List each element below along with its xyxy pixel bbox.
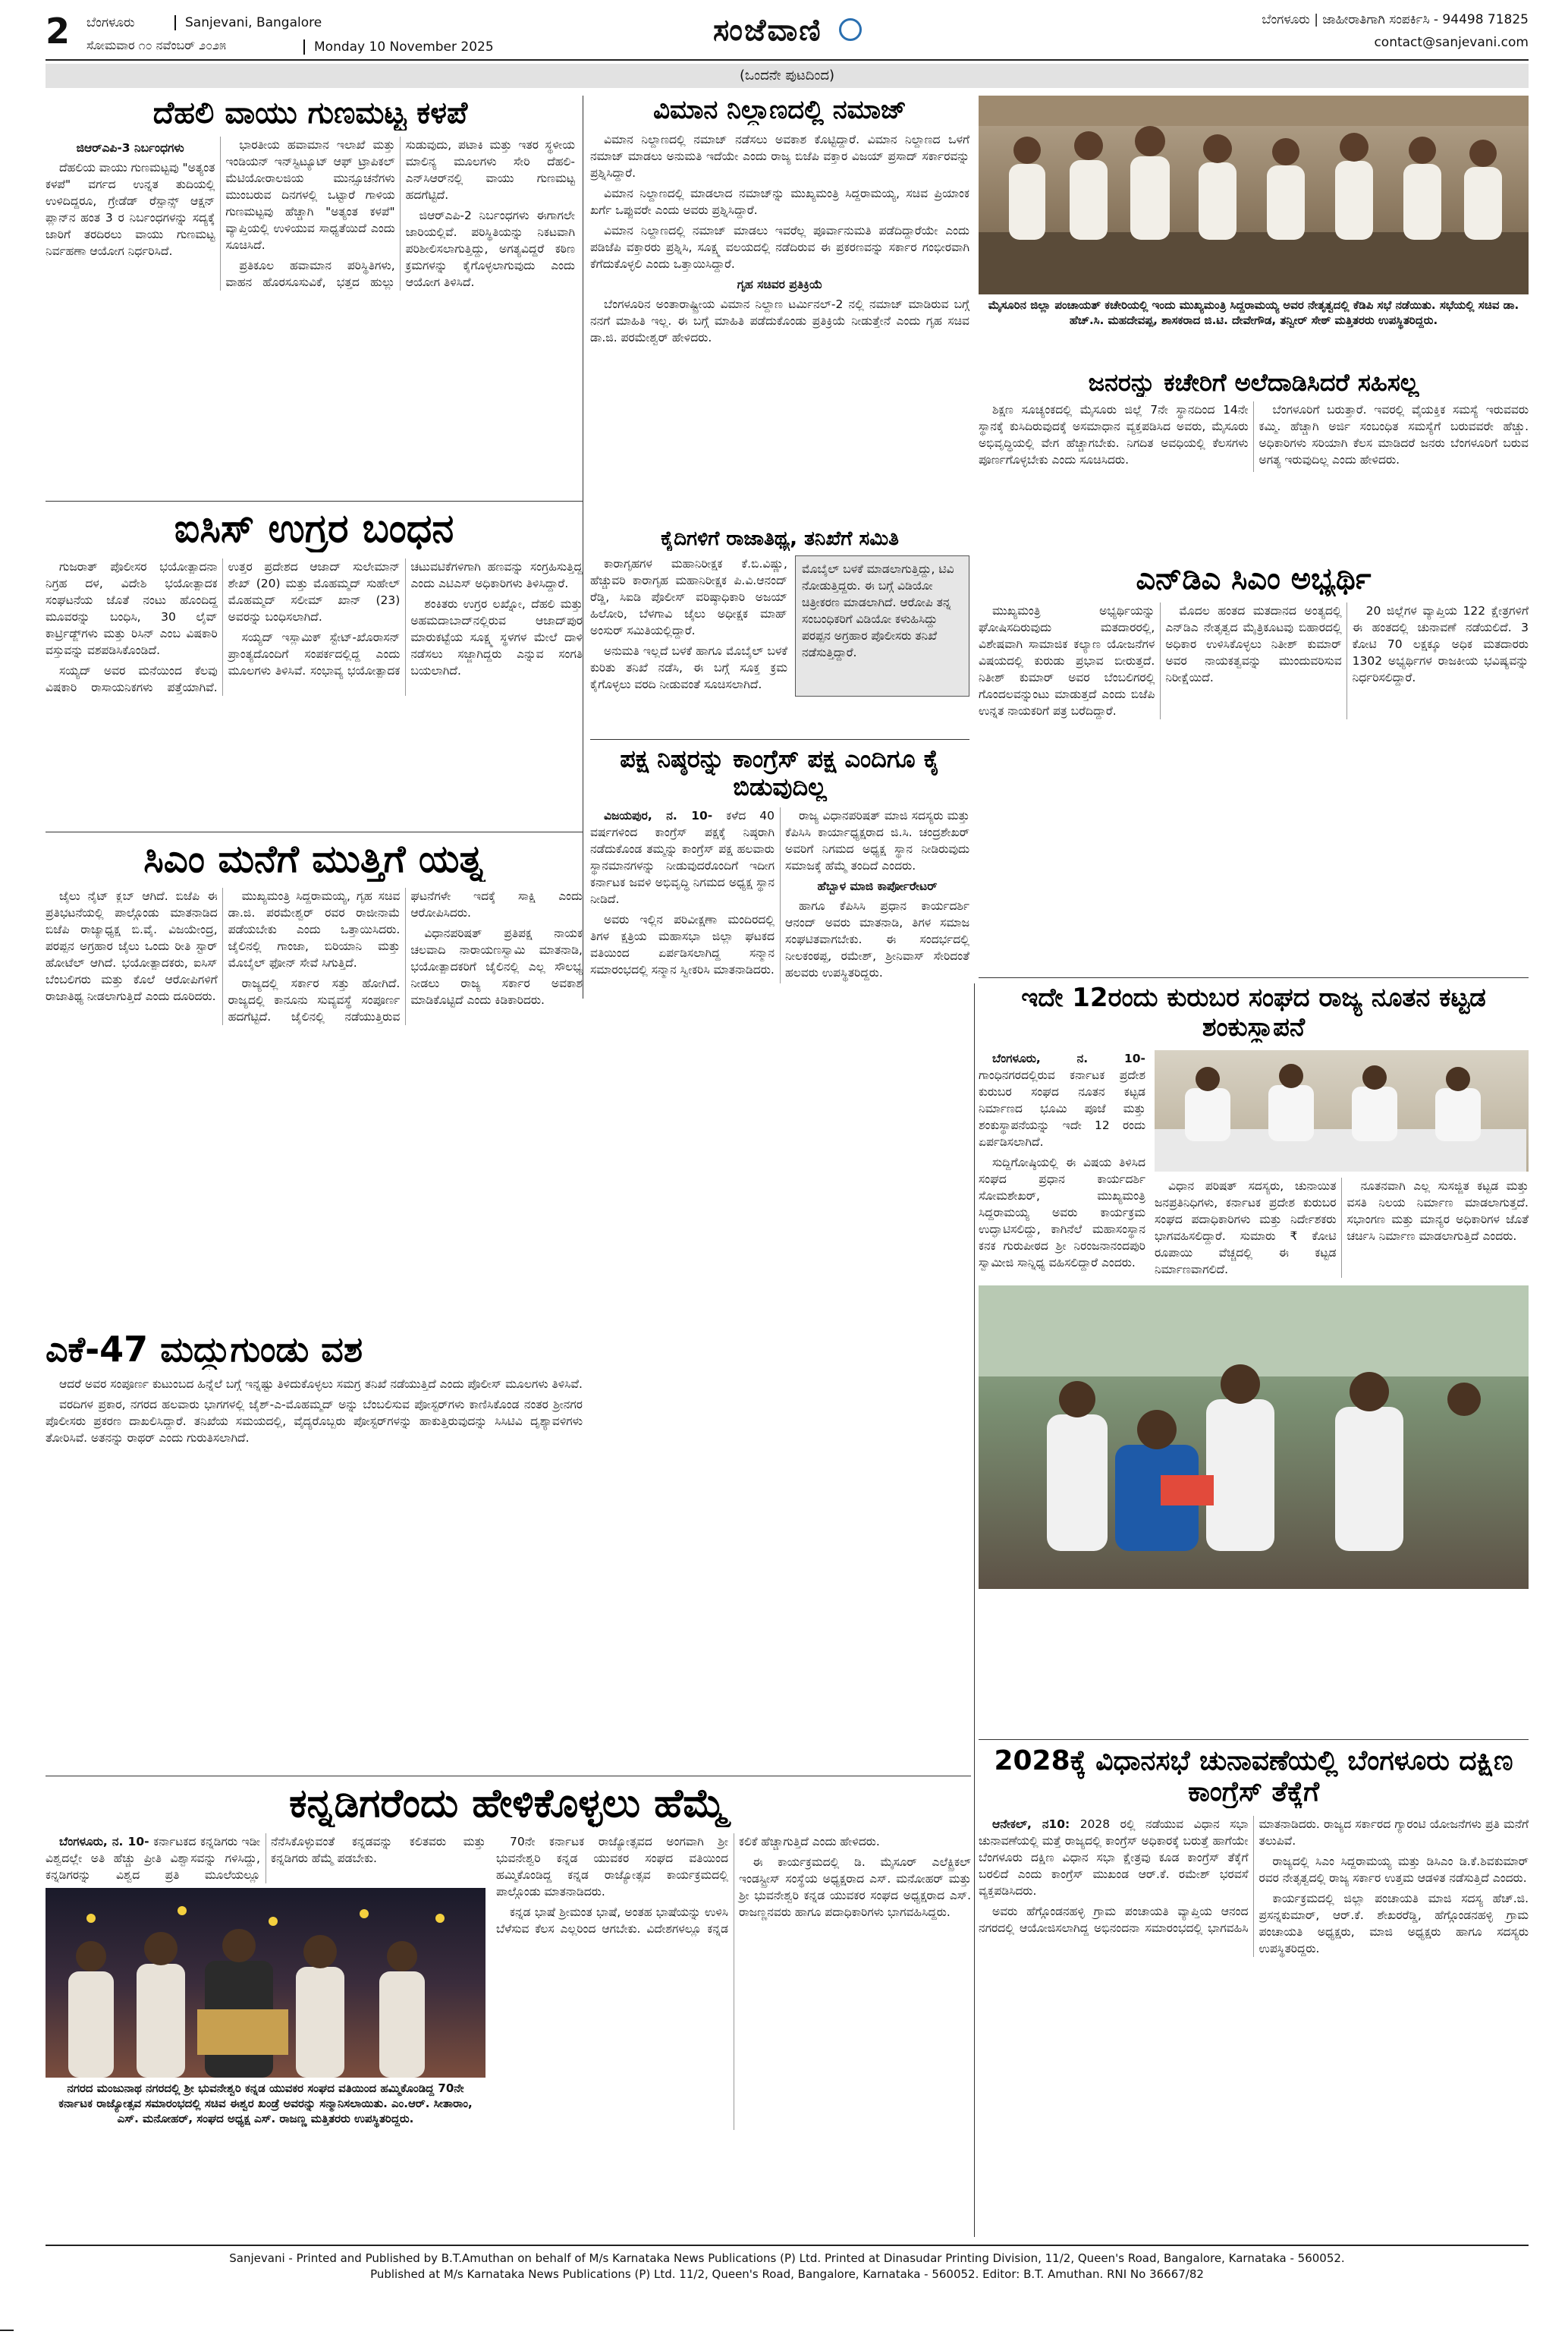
paragraph: ಶಿಕ್ಷಣ ಸೂಚ್ಯಂಕದಲ್ಲಿ ಮೈಸೂರು ಜಿಲ್ಲೆ 7ನೇ ಸ್ಥಾನದಿಂದ 14ನೇ ಸ್ಥಾನಕ್ಕೆ ಕುಸಿದಿರುವುದಕ್ಕೆ ಅಸಮಾಧಾನ ವ್ಯಕ್ತಪಡಿಸಿದ ಅವರು, ಮೈಸೂರು ಅಭಿವೃದ್ಧಿಯಲ್ಲಿ ವೇಗ ಹೆಚ್ಚಾಗಬೇಕು. ನಿಗದಿತ ಅವಧಿಯಲ್ಲಿ ಕೆಲಸಗಳು ಪೂರ್ಣಗೊಳ್ಳಬೇಕು ಎಂದು ಸೂಚಿಸಿದರು. [979,402,1249,467]
paragraph: ವಿಮಾನ ನಿಲ್ದಾಣದಲ್ಲಿ ನಮಾಜ್ ಮಾಡಲು ಇವರೆಲ್ಲ ಪೂರ್ವಾನುಮತಿ ಪಡೆದಿದ್ದಾರೆಯೇ ಎಂದು ಪಡಿಜೆಪಿ ವಕ್ತಾರರು ಪ್ರಶ್ನಿಸಿ, ಸೂಕ್ಷ್ಮ ವಲಯದಲ್ಲಿ ನಡೆದಿರುವ ಈ ಪ್ರಕರಣವನ್ನು ಸರ್ಕಾರ ಗಂಭೀರವಾಗಿ ಕೆಗೆದುಕೊಳ್ಳಲಿ ಎಂದು ಒತ್ತಾಯಿಸಿದ್ದಾರೆ. [590,224,969,272]
kicker: ಜಿಆರ್‌ಎಪಿ-3 ನಿರ್ಬಂಧಗಳು [76,141,184,155]
paragraph: 70ನೇ ಕರ್ನಾಟಕ ರಾಜ್ಯೋತ್ಸವದ ಅಂಗವಾಗಿ ಶ್ರೀ ಭುವನೇಶ್ವರಿ ಕನ್ನಡ ಯುವಕರ ಸಂಘದ ವತಿಯಿಂದ ಹಮ್ಮಿಕೊಂಡಿದ್ದ ಕನ್ನಡ ರಾಜ್ಯೋತ್ಸವ ಕಾರ್ಯಕ್ರಮದಲ್ಲಿ ಪಾಲ್ಗೊಂಡು ಮಾತನಾಡಿದರು. [496,1834,728,1899]
subheading: ಗೃಹ ಸಚಿವರ ಪ್ರತಿಕ್ರಿಯೆ [737,278,823,292]
highlight-box: ಮೊಬೈಲ್ ಬಳಕೆ ಮಾಡಲಾಗುತ್ತಿದ್ದು, ಟಿವಿ ನೋಡುತ್ತಿದ್ದರು. ಈ ಬಗ್ಗೆ ವಿಡಿಯೋ ಚಿತ್ರೀಕರಣ ಮಾಡಲಾಗಿದೆ. ಆರೋಪಿ ತನ್ನ ಸಂಬಂಧಿಕರಿಗೆ ವಿಡಿಯೋ ಕಳುಹಿಸಿದ್ದು ಪರಪ್ಪನ ಅಗ್ರಹಾರ ಪೊಲೀಸರು ತನಿಖೆ ನಡೆಸುತ್ತಿದ್ದಾರೆ. [795,555,969,697]
paragraph: ಕಾರ್ಯಕ್ರಮದಲ್ಲಿ ಜಿಲ್ಲಾ ಪಂಚಾಯತಿ ಮಾಜಿ ಸದಸ್ಯ ಹೆಚ್.ಜಿ. ಪ್ರಸನ್ನಕುಮಾರ್, ಆರ್.ಕೆ. ಶೇಖರರೆಡ್ಡಿ, ಹೆಗ್ಗೊಂಡನಹಳ್ಳಿ ಗ್ರಾಮ ಪಂಚಾಯತಿ ಅಧ್ಯಕ್ಷರು, ಮಾಜಿ ಅಧ್ಯಕ್ಷರು ಹಾಗೂ ಸದಸ್ಯರು ಉಪಸ್ಥಿತರಿದ್ದರು. [1258,1891,1529,1955]
headline: ಇದೇ 12ರಂದು ಕುರುಬರ ಸಂಘದ ರಾಜ್ಯ ನೂತನ ಕಟ್ಟಡ ಶಂಕುಸ್ಥಾಪನೆ [1021,983,1486,1043]
paragraph: ಬೆಂಗಳೂರಿನ ಅಂತಾರಾಷ್ಟ್ರೀಯ ವಿಮಾನ ನಿಲ್ದಾಣ ಟರ್ಮಿನಲ್-2 ನಲ್ಲಿ ನಮಾಜ್ ಮಾಡಿರುವ ಬಗ್ಗೆ ನನಗೆ ಮಾಹಿತಿ ಇಲ್ಲ. ಈ ಬಗ್ಗೆ ಮಾಹಿತಿ ಪಡೆದುಕೊಂಡು ಪ್ರತಿಕ್ರಿಯೆ ನೀಡುತ್ತೇನೆ ಎಂದು ಗೃಹ ಸಚಿವ ಡಾ.ಜಿ. ಪರಮೇಶ್ವರ್ ಹೇಳಿದರು. [590,297,969,345]
paragraph: ಜೈಲು ನೈಟ್ ಕ್ಲಬ್ ಆಗಿದೆ. ಬಿಜೆಪಿ ಈ ಪ್ರತಿಭಟನೆಯಲ್ಲಿ ಪಾಲ್ಗೊಂಡು ಮಾತನಾಡಿದ ಬಿಜೆಪಿ ರಾಜ್ಯಾಧ್ಯಕ್ಷ ಬಿ.ವೈ. ವಿಜಯೇಂದ್ರ, ಪರಪ್ಪನ ಅಗ್ರಹಾರ ಜೈಲು ಒಂದು ರೀತಿ ಸ್ಟಾರ್ ಹೋಟೆಲ್ ಆಗಿದೆ. ಭಯೋತ್ಪಾದಕರು, ಐಸಿಸ್ ಬೆಂಬಲಿಗರು ಮತ್ತು ಕೊಲೆ ಆರೋಪಿಗಳಿಗೆ ರಾಜಾತಿಥ್ಯ ನೀಡಲಾಗುತ್ತಿದೆ ಎಂದು ದೂರಿದರು. [46,889,218,1003]
press-meet-photo [1155,1050,1529,1172]
headline: ಎನ್‌ಡಿಎ ಸಿಎಂ ಅಭ್ಯರ್ಥಿ [1136,562,1372,596]
meeting-photo-art [979,96,1529,294]
masthead-rule [46,59,1529,61]
paragraph: ರಾಜ್ಯ ವಿಧಾನಪರಿಷತ್ ಮಾಜಿ ಸದಸ್ಯರು ಮತ್ತು ಕೆಪಿಸಿಸಿ ಕಾರ್ಯಾಧ್ಯಕ್ಷರಾದ ಜಿ.ಸಿ. ಚಂದ್ರಶೇಖರ್ ಅವರಿಗೆ ನಿಗಮದ ಅಧ್ಯಕ್ಷ ಸ್ಥಾನ ನೀಡಿರುವುದು ಸಮಾಜಕ್ಕೆ ಹೆಮ್ಮೆ ತಂದಿದೆ ಎಂದರು. [785,808,969,873]
article-isis-arrest [46,507,583,826]
paragraph: ವಿಧಾನಪರಿಷತ್ ಪ್ರತಿಪಕ್ಷ ನಾಯಕ ಚಲವಾದಿ ನಾರಾಯಣಸ್ವಾಮಿ ಮಾತನಾಡಿ, ಭಯೋತ್ಪಾದಕರಿಗೆ ಜೈಲಿನಲ್ಲಿ ಎಲ್ಲ ಸೌಲಭ್ಯ ನೀಡಲು ರಾಜ್ಯ ಸರ್ಕಾರ ಅವಕಾಶ ಮಾಡಿಕೊಟ್ಟಿದೆ ಎಂದು ಕಿಡಿಕಾರಿದರು. [410,926,583,1007]
crop-mark [0,2330,14,2331]
paragraph: ಅವರು ಹೆಗ್ಗೊಂಡನಹಳ್ಳಿ ಗ್ರಾಮ ಪಂಚಾಯತಿ ವ್ಯಾಪ್ತಿಯ ಆನಂದ ನಗರದಲ್ಲಿ ಆಯೋಜಿಸಲಾಗಿದ್ದ ಅಭಿನಂದನಾ ಸಮಾರಂಭದಲ್ಲಿ ಭಾಗವಹಿಸಿ ಮಾತನಾಡಿದರು. ರಾಜ್ಯದ ಸರ್ಕಾರದ ಗ್ಯಾರಂಟಿ ಯೋಜನೆಗಳು ಪ್ರತಿ ಮನೆಗೆ ತಲುಪಿವೆ. [979,1817,1529,1935]
rajyotsava-art [46,1888,485,2078]
paragraph [46,1833,485,1883]
paragraph-text: ಕರ್ನಾಟಕದ ಕನ್ನಡಿಗರು ಇಡೀ ವಿಶ್ವದಲ್ಲೇ ಅತಿ ಹೆಚ್ಚು ಪ್ರೀತಿ ವಿಶ್ವಾಸವನ್ನು ಗಳಿಸಿದ್ದು, ಕನ್ನಡಿಗರನ್ನು ವಿಶ್ವದ ಪ್ರತಿ ಮೂಲೆಯಲ್ಲೂ ನೆನೆಸಿಕೊಳ್ಳುವಂತೆ ಕನ್ನಡವನ್ನು ಕಲಿತವರು ಮತ್ತು ಕನ್ನಡಿಗರು ಹೆಮ್ಮೆ ಪಡಬೇಕು. [46,1834,485,1882]
paragraph: ಬೆಂಗಳೂರಿಗೆ ಬರುತ್ತಾರೆ. ಇವರಲ್ಲಿ ವೈಯಕ್ತಿಕ ಸಮಸ್ಯೆ ಇರುವವರು ಕಮ್ಮಿ. ಹೆಚ್ಚಾಗಿ ಅರ್ಜಿ ಸಂಬಂಧಿತ ಸಮಸ್ಯೆಗೆ ಬರುವವರೇ ಹೆಚ್ಚು. ಅಧಿಕಾರಿಗಳು ಸರಿಯಾಗಿ ಕೆಲಸ ಮಾಡಿದರೆ ಜನರು ಬೆಂಗಳೂರಿಗೆ ಬರುವ ಅಗತ್ಯ ಇರುವುದಿಲ್ಲ ಎಂದು ಹೇಳಿದರು. [1258,402,1529,467]
article-nda-cm [979,562,1529,971]
paragraph-text: 2028 ರಲ್ಲಿ ನಡೆಯುವ ವಿಧಾನ ಸಭಾ ಚುನಾವಣೆಯಲ್ಲಿ ಮತ್ತೆ ರಾಜ್ಯದಲ್ಲಿ ಕಾಂಗ್ರೆಸ್ ಅಧಿಕಾರಕ್ಕೆ ಬರುತ್ತೆ ಹಾಗೆಯೇ ಬೆಂಗಳೂರು ದಕ್ಷಿಣ ವಿಧಾನ ಸಭಾ ಕ್ಷೇತ್ರವು ಕೂಡ ಕಾಂಗ್ರೆಸ್ ತೆಕ್ಕೆಗೆ ಬರಲಿದೆ ಎಂದು ಕಾಂಗ್ರೆಸ್ ಮುಖಂಡ ಆರ್.ಕೆ. ರಮೇಶ್ ಭರವಸೆ ವ್ಯಕ್ತಪಡಿಸಿದರು. [979,1817,1249,1898]
paragraph: ಗುಜರಾತ್ ಪೊಲೀಸರ ಭಯೋತ್ಪಾದನಾ ನಿಗ್ರಹ ದಳ, ವಿದೇಶಿ ಭಯೋತ್ಪಾದಕ ಸಂಘಟನೆಯ ಜೊತೆ ನಂಟು ಹೊಂದಿದ್ದ ಮೂವರನ್ನು ಬಂಧಿಸಿ, 30 ಲೈವ್ ಕಾರ್ಟ್ರಿಡ್ಜ್‌ಗಳು ಮತ್ತು ರಿಸಿನ್ ಎಂಬ ವಿಷಕಾರಿ ವಸ್ತುವನ್ನು ವಶಪಡಿಸಿಕೊಂಡಿದೆ. [46,559,218,657]
paragraph: ಮುಖ್ಯಮಂತ್ರಿ ಅಭ್ಯರ್ಥಿಯನ್ನು ಘೋಷಿಸದಿರುವುದು ಮತದಾರರಲ್ಲಿ, ವಿಶೇಷವಾಗಿ ಸಾಮಾಜಿಕ ಕಲ್ಯಾಣ ಯೋಜನೆಗಳ ವಿಷಯದಲ್ಲಿ ಕುರುಡು ಪ್ರಭಾವ ಬೀರುತ್ತದೆ. ನಿತೀಶ್ ಕುಮಾರ್ ಅವರ ಬೆಂಬಲಿಗರಲ್ಲಿ ಗೊಂದಲವನ್ನುಂಟು ಮಾಡುತ್ತದೆ ಎಂದು ಬಿಜೆಪಿ ಉನ್ನತ ನಾಯಕರಿಗೆ ಪತ್ರ ಬರೆದಿದ್ದಾರೆ. [979,604,1155,718]
felicitation-art [979,1285,1529,1589]
globe-icon [839,18,862,41]
paragraph: ಸಯ್ಯದ್ ಇಸ್ಲಾಮಿಕ್ ಸ್ಟೇಟ್-ಖೊರಾಸನ್ ಪ್ರಾಂತ್ಯದೊಂದಿಗೆ ಸಂಪರ್ಕದಲ್ಲಿದ್ದ ಎಂದು ಮೂಲಗಳು ತಿಳಿಸಿವೆ. ಸಂಭಾವ್ಯ ಭಯೋತ್ಪಾದಕ ಚಟುವಟಿಕೆಗಳಿಗಾಗಿ ಹಣವನ್ನು ಸಂಗ್ರಹಿಸುತ್ತಿದ್ದ ಎಂದು ಎಟಿಎಸ್ ಅಧಿಕಾರಿಗಳು ತಿಳಿಸಿದ್ದಾರೆ. [228,559,583,678]
masthead-date: Monday 10 November 2025 [303,39,494,55]
logo-text: ಸಂಜೆವಾಣಿ [713,12,822,48]
section-rule [46,501,583,502]
section-rule [979,1739,1529,1740]
paragraph: ಅವರು ಇಲ್ಲಿನ ಪರಿವೀಕ್ಷಣಾ ಮಂದಿರದಲ್ಲಿ ತಿಗಳ ಕ್ಷತ್ರಿಯ ಮಹಾಸಭಾ ಜಿಲ್ಲಾ ಘಟಕದ ವತಿಯಿಂದ ಏರ್ಪಡಿಸಲಾಗಿದ್ದ ಸನ್ಮಾನ ಸಮಾರಂಭದಲ್ಲಿ ಸನ್ಮಾನ ಸ್ವೀಕರಿಸಿ ಮಾತನಾಡಿದರು. [590,912,775,977]
newspaper-logo [713,12,866,48]
headline: ಕನ್ನಡಿಗರೆಂದು ಹೇಳಿಕೊಳ್ಳಲು ಹೆಮ್ಮೆ [289,1782,727,1826]
article-cm-house-siege [46,838,583,1323]
paragraph [979,1816,1249,1899]
masthead-brand: Sanjevani, Bangalore [174,15,322,30]
paragraph: ಜಿಆರ್‌ಎಪಿ-2 ನಿರ್ಬಂಧಗಳು ಈಗಾಗಲೇ ಜಾರಿಯಲ್ಲಿವೆ. ಪರಿಸ್ಥಿತಿಯನ್ನು ನಿಕಟವಾಗಿ ಪರಿಶೀಲಿಸಲಾಗುತ್ತಿದ್ದು, ಅಗತ್ಯವಿದ್ದರೆ ಕಠಿಣ ಕ್ರಮಗಳನ್ನು ಕೈಗೊಳ್ಳಲಾಗುವುದು ಎಂದು ಆಯೋಗ ತಿಳಿಸಿದೆ. [405,209,575,289]
paragraph: ರಾಜ್ಯದಲ್ಲಿ ಸಿಎಂ ಸಿದ್ದರಾಮಯ್ಯ ಮತ್ತು ಡಿಸಿಎಂ ಡಿ.ಕೆ.ಶಿವಕುಮಾರ್ ರವರ ನೇತೃತ್ವದಲ್ಲಿ ರಾಜ್ಯ ಸರ್ಕಾರ ಉತ್ತಮ ಆಡಳಿತ ನಡೆಸುತ್ತಿದೆ ಎಂದರು. [1258,1854,1529,1885]
paragraph: ಆದರೆ ಅವರ ಸಂಪೂರ್ಣ ಕುಟುಂಬದ ಹಿನ್ನೆಲೆ ಬಗ್ಗೆ ಇನ್ನಷ್ಟು ತಿಳಿದುಕೊಳ್ಳಲು ಸಮಗ್ರ ತನಿಖೆ ನಡೆಯುತ್ತಿದೆ ಎಂದು ಪೊಲೀಸ್ ಮೂಲಗಳು ತಿಳಿಸಿವೆ. [59,1376,583,1391]
paragraph: ಪ್ರತಿಕೂಲ ಹವಾಮಾನ ಪರಿಸ್ಥಿತಿಗಳು, ವಾಹನ ಹೊರಸೂಸುವಿಕೆ, ಭತ್ತದ ಹುಲ್ಲು ಸುಡುವುದು, ಪಟಾಕಿ ಮತ್ತು ಇತರ ಸ್ಥಳೀಯ ಮಾಲಿನ್ಯ ಮೂಲಗಳು ಸೇರಿ ದೆಹಲಿ-ಎನ್‌ಸಿಆರ್‌ನಲ್ಲಿ ವಾಯು ಗುಣಮಟ್ಟ ಹದಗೆಟ್ಟಿದೆ. [225,138,575,289]
headline: ಸಿಎಂ ಮನೆಗೆ ಮುತ್ತಿಗೆ ಯತ್ನ [143,838,485,881]
masthead-day: ಸೋಮವಾರ ೧೦ ನವೆಂಬರ್ ೨೦೨೫ [86,38,226,52]
headline: ವಿಮಾನ ನಿಲ್ದಾಣದಲ್ಲಿ ನಮಾಜ್ [653,96,907,125]
paragraph: ಶಂಕಿತರು ಉಗ್ರರ ಲಖ್ನೋ, ದೆಹಲಿ ಮತ್ತು ಅಹಮದಾಬಾದ್‌ನಲ್ಲಿರುವ ಆಜಾದ್‌ಪುರ ಮಾರುಕಟ್ಟೆಯ ಸೂಕ್ಷ್ಮ ಸ್ಥಳಗಳ ಮೇಲೆ ದಾಳಿ ನಡೆಸಲು ಸಜ್ಜಾಗಿದ್ದರು ಎನ್ನುವ ಸಂಗತಿ ಬಯಲಾಗಿದೆ. [410,596,583,678]
paragraph: ಕನ್ನಡ ಭಾಷೆ ಶ್ರೀಮಂತ ಭಾಷೆ, ಅಂತಹ ಭಾಷೆಯನ್ನು ಉಳಿಸಿ ಬೆಳೆಸುವ ಕೆಲಸ ಎಲ್ಲರಿಂದ ಆಗಬೇಕು. ವಿದೇಶಗಳಲ್ಲೂ ಕನ್ನಡ ಕಲಿಕೆ ಹೆಚ್ಚಾಗುತ್ತಿದೆ ಎಂದು ಹೇಳಿದರು. [496,1834,880,1936]
meeting-photo [979,96,1529,294]
paragraph: ವಿಧಾನ ಪರಿಷತ್ ಸದಸ್ಯರು, ಚುನಾಯಿತ ಜನಪ್ರತಿನಿಧಿಗಳು, ಕರ್ನಾಟಕ ಪ್ರದೇಶ ಕುರುಬರ ಸಂಘದ ಪದಾಧಿಕಾರಿಗಳು ಮತ್ತು ನಿರ್ದೇಶಕರು ಭಾಗವಹಿಸಲಿದ್ದಾರೆ. ಸುಮಾರು ₹ ಕೋಟಿ ರೂಪಾಯಿ ವೆಚ್ಚದಲ್ಲಿ ಈ ಕಟ್ಟಡ ನಿರ್ಮಾಣವಾಗಲಿದೆ. [1155,1179,1337,1277]
article-kdp-meeting [979,96,1529,361]
photo-caption: ನಗರದ ಮಂಜುನಾಥ ನಗರದಲ್ಲಿ ಶ್ರೀ ಭುವನೇಶ್ವರಿ ಕನ್ನಡ ಯುವಕರ ಸಂಘದ ವತಿಯಿಂದ ಹಮ್ಮಿಕೊಂಡಿದ್ದ 70ನೇ ಕರ್ನಾಟಕ ರಾಜ್ಯೋತ್ಸವ ಸಮಾರಂಭದಲ್ಲಿ ಸಚಿವ ಈಶ್ವರ ಖಂಡ್ರೆ ಅವರನ್ನು ಸನ್ಮಾನಿಸಲಾಯಿತು. ಎಂ.ಆರ್. ಸೀತಾರಾಂ, ಎಸ್. ಮನೋಹರ್, ಸಂಘದ ಅಧ್ಯಕ್ಷ ಎಸ್. ರಾಜಣ್ಣ ಮತ್ತಿತರರು ಉಪಸ್ಥಿತರಿದ್ದರು. [58,2081,473,2126]
photo-caption: ಮೈಸೂರಿನ ಜಿಲ್ಲಾ ಪಂಚಾಯತ್ ಕಚೇರಿಯಲ್ಲಿ ಇಂದು ಮುಖ್ಯಮಂತ್ರಿ ಸಿದ್ದರಾಮಯ್ಯ ಅವರ ನೇತೃತ್ವದಲ್ಲಿ ಕೆಡಿಪಿ ಸಭೆ ನಡೆಯಿತು. ಸಭೆಯಲ್ಲಿ ಸಚಿವ ಡಾ. ಹೆಚ್.ಸಿ. ಮಹದೇವಪ್ಪ, ಶಾಸಕರಾದ ಜಿ.ಟಿ. ದೇವೇಗೌಡ, ತನ್ವೀರ್ ಸೇಠ್ ಮತ್ತಿತರರು ಉಪಸ್ಥಿತರಿದ್ದರು. [988,298,1519,328]
article-2028-election [979,1745,1529,2237]
article-prison-committee [590,528,969,733]
paragraph-text: ಕಳೆದ 40 ವರ್ಷಗಳಿಂದ ಕಾಂಗ್ರೆಸ್ ಪಕ್ಷಕ್ಕೆ ನಿಷ್ಠರಾಗಿ ನಡೆದುಕೊಂಡ ತಮ್ಮನ್ನು ಕಾಂಗ್ರೆಸ್ ಪಕ್ಷ ಹಲವಾರು ಸ್ಥಾನಮಾನಗಳನ್ನು ನೀಡುವುದರೊಂದಿಗೆ ಇದೀಗ ಕರ್ನಾಟಕ ಜವಳಿ ಅಭಿವೃದ್ಧಿ ನಿಗಮದ ಅಧ್ಯಕ್ಷ ಸ್ಥಾನ ನೀಡಿದೆ. [590,808,775,906]
dateline: ಬೆಂಗಳೂರು, ನ. 10- [992,1052,1145,1066]
imprint-line: Sanjevani - Printed and Published by B.T.Amuthan on behalf of M/s Karnataka News Publications (P) Ltd. Printed at Dinasudar Printing Division, 11/2, Queen's Road, Bangalore, Karnataka - 560052. [229,2251,1345,2265]
page-number: 2 [46,11,71,52]
dateline: ವಿಜಯಪುರ, ನ. 10- [604,808,713,823]
headline: ಜನರನ್ನು ಕಚೇರಿಗೆ ಅಲೆದಾಡಿಸಿದರೆ ಸಹಿಸಲ್ಲ [1088,369,1419,397]
masthead-city: ಬೆಂಗಳೂರು [86,15,135,30]
ad-contact-line: ಬೆಂಗಳೂರು | ಜಾಹೀರಾತಿಗಾಗಿ ಸಂಪರ್ಕಿಸಿ - 94498 71825 [1262,12,1529,27]
paragraph: ವಿಮಾನ ನಿಲ್ದಾಣದಲ್ಲಿ ನಮಾಜ್ ನಡೆಸಲು ಅವಕಾಶ ಕೊಟ್ಟಿದ್ದಾರೆ. ವಿಮಾನ ನಿಲ್ದಾಣದ ಒಳಗೆ ನಮಾಜ್ ಮಾಡಲು ಅನುಮತಿ ಇದೆಯೇ ಎಂದು ರಾಜ್ಯ ಬಿಜೆಪಿ ವಕ್ತಾರ ವಿಜಯ್ ಪ್ರಸಾದ್ ಸರ್ಕಾರವನ್ನು ಪ್ರಶ್ನಿಸಿದ್ದಾರೆ. [590,133,969,181]
paragraph: ಅನುಮತಿ ಇಲ್ಲದೆ ಬಳಕೆ ಹಾಗೂ ಮೊಬೈಲ್ ಬಳಕೆ ಕುರಿತು ತನಿಖೆ ನಡೆಸಿ, ಈ ಬಗ್ಗೆ ಸೂಕ್ತ ಕ್ರಮ ಕೈಗೊಳ್ಳಲು ವರದಿ ನೀಡುವಂತೆ ಸೂಚಿಸಲಾಗಿದೆ. [590,643,787,691]
paragraph: ಸುದ್ದಿಗೋಷ್ಠಿಯಲ್ಲಿ ಈ ವಿಷಯ ತಿಳಿಸಿದ ಸಂಘದ ಪ್ರಧಾನ ಕಾರ್ಯದರ್ಶಿ ಸೋಮಶೇಖರ್, ಮುಖ್ಯಮಂತ್ರಿ ಸಿದ್ದರಾಮಯ್ಯ ಅವರು ಕಾರ್ಯಕ್ರಮ ಉದ್ಘಾಟಿಸಲಿದ್ದು, ಕಾಗಿನೆಲೆ ಮಹಾಸಂಸ್ಥಾನ ಕನಕ ಗುರುಪೀಠದ ಶ್ರೀ ನಿರಂಜನಾನಂದಪುರಿ ಸ್ವಾಮೀಜಿ ಸಾನ್ನಿಧ್ಯ ವಹಿಸಲಿದ್ದಾರೆ ಎಂದರು. [979,1156,1145,1270]
paragraph: ರಾಜ್ಯದಲ್ಲಿ ಸರ್ಕಾರ ಸತ್ತು ಹೋಗಿದೆ. ರಾಜ್ಯದಲ್ಲಿ ಕಾನೂನು ಸುವ್ಯವಸ್ಥೆ ಸಂಪೂರ್ಣ ಹದಗೆಟ್ಟಿದೆ. ಜೈಲಿನಲ್ಲಿ ನಡೆಯುತ್ತಿರುವ ಘಟನೆಗಳೇ ಇದಕ್ಕೆ ಸಾಕ್ಷಿ ಎಂದು ಆರೋಪಿಸಿದರು. [228,889,583,1024]
felicitation-photo [979,1285,1529,1589]
paragraph: 20 ಜಿಲ್ಲೆಗಳ ವ್ಯಾಪ್ತಿಯ 122 ಕ್ಷೇತ್ರಗಳಿಗೆ ಈ ಹಂತದಲ್ಲಿ ಚುನಾವಣೆ ನಡೆಯಲಿದೆ. 3 ಕೋಟಿ 70 ಲಕ್ಷಕ್ಕೂ ಅಧಿಕ ಮತದಾರರು 1302 ಅಭ್ಯರ್ಥಿಗಳ ರಾಜಕೀಯ ಭವಿಷ್ಯವನ್ನು ನಿರ್ಧರಿಸಲಿದ್ದಾರೆ. [1352,604,1529,684]
dateline: ಬೆಂಗಳೂರು, ನ. 10- [59,1834,149,1848]
paragraph-text: ಗಾಂಧಿನಗರದಲ್ಲಿರುವ ಕರ್ನಾಟಕ ಪ್ರದೇಶ ಕುರುಬರ ಸಂಘದ ನೂತನ ಕಟ್ಟಡ ನಿರ್ಮಾಣದ ಭೂಮಿ ಪೂಜೆ ಮತ್ತು ಶಂಕುಸ್ಥಾಪನೆಯನ್ನು ಇದೇ 12 ರಂದು ಏರ್ಪಡಿಸಲಾಗಿದೆ. [979,1068,1145,1150]
section-rule [979,977,1529,978]
continued-band: (ಒಂದನೇ ಪುಟದಿಂದ) [46,64,1529,88]
section-rule [590,739,969,740]
paragraph: ವಿಮಾನ ನಿಲ್ದಾಣದಲ್ಲಿ ಮಾಡಲಾದ ನಮಾಜ್‌ನ್ನು ಮುಖ್ಯಮಂತ್ರಿ ಸಿದ್ದರಾಮಯ್ಯ, ಸಚಿವ ಪ್ರಿಯಾಂಕ ಖರ್ಗೆ ಒಪ್ಪುವರೇ ಎಂದು ಅವರು ಪ್ರಶ್ನಿಸಿದ್ದಾರೆ. [590,187,969,218]
article-kuruba-building [979,983,1529,1735]
paragraph: ಈ ಕಾರ್ಯಕ್ರಮದಲ್ಲಿ ಡಿ. ಮೈಸೂರ್ ಎಲೆಕ್ಟ್ರಿಕಲ್ ಇಂಡಸ್ಟ್ರೀಸ್ ಸಂಸ್ಥೆಯ ಅಧ್ಯಕ್ಷರಾದ ಎಸ್. ಮನೋಹರ್ ಮತ್ತು ಶ್ರೀ ಭುವನೇಶ್ವರಿ ಕನ್ನಡ ಯುವಕರ ಸಂಘದ ಅಧ್ಯಕ್ಷರಾದ ಎಸ್. ರಾಜಣ್ಣನವರು ಹಾಗೂ ಪದಾಧಿಕಾರಿಗಳು ಭಾಗವಹಿಸಿದ್ದರು. [739,1855,971,1919]
paragraph: ಭಾರತೀಯ ಹವಾಮಾನ ಇಲಾಖೆ ಮತ್ತು ಇಂಡಿಯನ್ ಇನ್‌ಸ್ಟಿಟ್ಯೂಟ್ ಆಫ್ ಟ್ರಾಪಿಕಲ್ ಮೆಟಿಯೋರಾಲಜಿಯ ಮುನ್ಸೂಚನೆಗಳು ಮುಂಬರುವ ದಿನಗಳಲ್ಲಿ ಒಟ್ಟಾರೆ ಗಾಳಿಯ ಗುಣಮಟ್ಟವು ಹೆಚ್ಚಾಗಿ "ಅತ್ಯಂತ ಕಳಪೆ" ವ್ಯಾಪ್ತಿಯಲ್ಲಿ ಉಳಿಯುವ ಸಾಧ್ಯತೆಯಿದೆ ಎಂದು ಸೂಚಿಸಿದೆ. [225,138,395,252]
headline: ಐಸಿಸ್ ಉಗ್ರರ ಬಂಧನ [174,507,454,552]
paragraph: ಮೊದಲ ಹಂತದ ಮತದಾನದ ಅಂತ್ಯದಲ್ಲಿ ಎನ್‌ಡಿಎ ನೇತೃತ್ವದ ಮೈತ್ರಿಕೂಟವು ಬಿಹಾರದಲ್ಲಿ ಅಧಿಕಾರ ಉಳಿಸಿಕೊಳ್ಳಲು ನಿತೀಶ್ ಕುಮಾರ್ ಅವರ ನಾಯಕತ್ವವನ್ನು ಮುಂದುವರಿಸುವ ನಿರೀಕ್ಷೆಯಿದೆ. [1165,604,1342,684]
article-kannadiga-pride [46,1782,971,2237]
subheading: ಹೆಬ್ಬಾಳ ಮಾಜಿ ಕಾರ್ಪೋರೇಟರ್ [817,879,938,893]
paragraph: ನೂತನವಾಗಿ ಎಲ್ಲ ಸುಸಜ್ಜಿತ ಕಟ್ಟಡ ಮತ್ತು ವಸತಿ ನಿಲಯ ನಿರ್ಮಾಣ ಮಾಡಲಾಗುತ್ತದೆ. ಸಭಾಂಗಣ ಮತ್ತು ಮಾನ್ಯರ ಅಧಿಕಾರಿಗಳ ಜೊತೆ ಚರ್ಚಿಸಿ ನಿರ್ಮಾಣ ಮಾಡಲಾಗುತ್ತಿದೆ ಎಂದರು. [1346,1179,1529,1244]
article-ak47 [46,1329,583,1770]
paragraph: ಹಾಗೂ ಕೆಪಿಸಿಸಿ ಪ್ರಧಾನ ಕಾರ್ಯದರ್ಶಿ ಆನಂದ್ ಅವರು ಮಾತನಾಡಿ, ತಿಗಳ ಸಮಾಜ ಸಂಘಟಿತವಾಗಬೇಕು. ಈ ಸಂದರ್ಭದಲ್ಲಿ ನೀಲಕಂಠಪ್ಪ, ರಮೇಶ್, ಶ್ರೀನಿವಾಸ್ ಸೇರಿದಂತೆ ಹಲವರು ಉಪಸ್ಥಿತರಿದ್ದರು. [785,898,969,980]
article-delhi-air [46,96,575,498]
imprint-line: Published at M/s Karnataka News Publications (P) Ltd. 11/2, Queen's Road, Bangalore, Karnataka - 560052. Editor: B.T. Amuthan. RNI No 36667/82 [370,2267,1204,2281]
article-congress-loyalists [590,745,969,1474]
masthead [46,11,1529,59]
headline: ಪಕ್ಷ ನಿಷ್ಠರನ್ನು ಕಾಂಗ್ರೆಸ್ ಪಕ್ಷ ಎಂದಿಗೂ ಕೈ ಬಿಡುವುದಿಲ್ಲ [620,745,940,801]
article-airport-namaz [590,96,969,521]
dateline: ಆನೇಕಲ್, ನ10: [992,1817,1070,1831]
paragraph: ಮುಖ್ಯಮಂತ್ರಿ ಸಿದ್ದರಾಮಯ್ಯ, ಗೃಹ ಸಚಿವ ಡಾ.ಜಿ. ಪರಮೇಶ್ವರ್ ರವರ ರಾಜೀನಾಮೆ ಪಡೆಯಬೇಕು ಎಂದು ಒತ್ತಾಯಿಸಿದರು. ಜೈಲಿನಲ್ಲಿ ಗಾಂಜಾ, ಬಿರಿಯಾನಿ ಮತ್ತು ಮೊಬೈಲ್ ಫೋನ್ ಸೇವೆ ಸಿಗುತ್ತಿದೆ. [228,889,401,970]
paragraph: ಕಾರಾಗೃಹಗಳ ಮಹಾನಿರೀಕ್ಷಕ ಕೆ.ಬಿ.ವಿಷ್ಣು, ಹೆಚ್ಚುವರಿ ಕಾರಾಗೃಹ ಮಹಾನಿರೀಕ್ಷಕ ಪಿ.ವಿ.ಆನಂದ್ ರೆಡ್ಡಿ, ಸಿಐಡಿ ಪೊಲೀಸ್ ವರಿಷ್ಠಾಧಿಕಾರಿ ಅಜಯ್ ಹಿಲೋರಿ, ಬೆಳಗಾವಿ ಜೈಲು ಅಧೀಕ್ಷಕ ಮಾಹ್ ಅಂಸುರ್ ಸಮಿತಿಯಲ್ಲಿದ್ದಾರೆ. [590,556,787,637]
paragraph: ಸಯ್ಯದ್ ಅವರ ಮನೆಯಿಂದ ಕೆಲವು ವಿಷಕಾರಿ ರಾಸಾಯನಿಕಗಳು ಪತ್ತೆಯಾಗಿವೆ. ಉತ್ತರ ಪ್ರದೇಶದ ಆಜಾದ್ ಸುಲೇಮಾನ್ ಶೇಖ್ (20) ಮತ್ತು ಮೊಹಮ್ಮದ್ ಸುಹೇಲ್ ಮೊಹಮ್ಮದ್ ಸಲೀಮ್ ಖಾನ್ (23) ಅವರನ್ನು ಬಂಧಿಸಲಾಗಿದೆ. [46,559,401,694]
headline: ಎಕೆ-47 ಮದ್ದುಗುಂಡು ವಶ [46,1329,363,1370]
press-meet-art [1155,1050,1526,1172]
headline: 2028ಕ್ಕೆ ವಿಧಾನಸಭೆ ಚುನಾವಣೆಯಲ್ಲಿ ಬೆಂಗಳೂರು ದಕ್ಷಿಣ ಕಾಂಗ್ರೆಸ್ ತೆಕ್ಕೆಗೆ [994,1745,1513,1808]
contact-email[interactable]: contact@sanjevani.com [1374,35,1529,50]
imprint-footer [46,2245,1529,2283]
paragraph [979,1050,1145,1150]
headline: ದೆಹಲಿ ವಾಯು ಗುಣಮಟ್ಟ ಕಳಪೆ [152,96,468,131]
paragraph [590,807,775,908]
rajyotsava-photo [46,1888,485,2078]
article-office-wandering [979,369,1529,551]
column-rule [974,983,975,2237]
paragraph: ವರದಿಗಳ ಪ್ರಕಾರ, ನಗರದ ಹಲವಾರು ಭಾಗಗಳಲ್ಲಿ ಜೈಶ್-ಎ-ಮೊಹಮ್ಮದ್ ಅನ್ನು ಬೆಂಬಲಿಸುವ ಪೋಸ್ಟರ್‌ಗಳು ಕಾಣಿಸಿಕೊಂಡ ನಂತರ ಶ್ರೀನಗರ ಪೊಲೀಸರು ಪ್ರಕರಣ ದಾಖಲಿಸಿದ್ದಾರೆ. ತನಿಖೆಯ ಸಮಯದಲ್ಲಿ, ವೈದ್ಯರೊಬ್ಬರು ಪೋಸ್ಟರ್‌ಗಳನ್ನು ಹಾಕುತ್ತಿರುವುದನ್ನು ಸಿಸಿಟಿವಿ ದೃಶ್ಯಾವಳಿಗಳು ತೋರಿಸಿವೆ. ಅತನನ್ನು ರಾಥರ್ ಎಂದು ಗುರುತಿಸಲಾಗಿದೆ. [46,1397,583,1445]
headline: ಕೈದಿಗಳಿಗೆ ರಾಜಾತಿಥ್ಯ, ತನಿಖೆಗೆ ಸಮಿತಿ [661,528,899,550]
paragraph: ದೆಹಲಿಯ ವಾಯು ಗುಣಮಟ್ಟವು "ಅತ್ಯಂತ ಕಳಪೆ" ವರ್ಗದ ಉನ್ನತ ತುದಿಯಲ್ಲಿ ಉಳಿದಿದ್ದರೂ, ಗ್ರೇಡೆಡ್ ರೆಸ್ಪಾನ್ಸ್ ಆಕ್ಷನ್ ಪ್ಲಾನ್‌ನ ಹಂತ 3 ರ ನಿರ್ಬಂಧಗಳನ್ನು ಸದ್ಯಕ್ಕೆ ಜಾರಿಗೆ ತರದಿರಲು ವಾಯು ಗುಣಮಟ್ಟ ನಿರ್ವಹಣಾ ಆಯೋಗ ನಿರ್ಧರಿಸಿದೆ. [46,161,215,258]
